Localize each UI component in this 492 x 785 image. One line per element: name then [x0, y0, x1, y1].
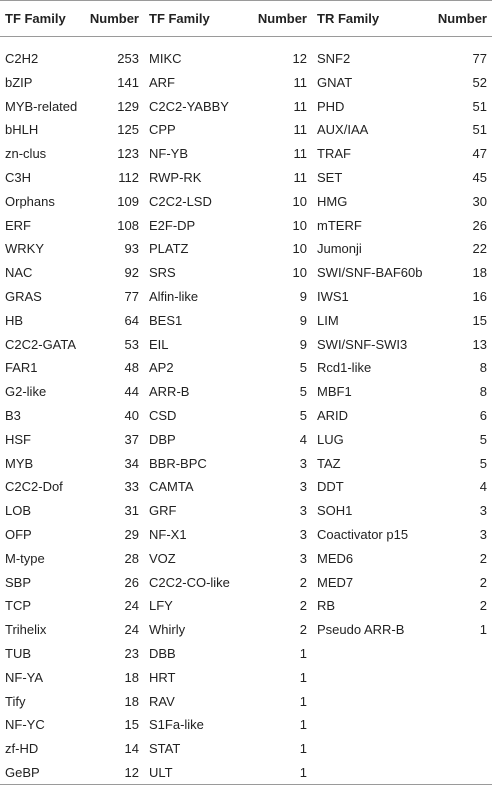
cell-number-2: 3	[299, 503, 307, 519]
table-row	[0, 618, 492, 642]
cell-tf-family-2: AP2	[149, 360, 174, 376]
cell-number-3: 2	[479, 574, 487, 590]
cell-number-2: 1	[299, 741, 307, 757]
cell-number-3: 5	[479, 455, 487, 471]
cell-number-2: 1	[299, 669, 307, 685]
cell-number-2: 3	[299, 550, 307, 566]
cell-number-2: 11	[293, 74, 307, 90]
cell-tf-family-1: Trihelix	[5, 622, 47, 638]
table-row	[0, 404, 492, 428]
cell-number-2: 2	[299, 598, 307, 614]
cell-number-3	[430, 689, 492, 713]
cell-tr-family	[312, 761, 430, 785]
cell-number-1: 253	[117, 51, 139, 67]
cell-number-2: 9	[299, 312, 307, 328]
cell-tf-family-2: ARR-B	[149, 384, 190, 400]
cell-number-3: 8	[479, 360, 487, 376]
cell-tf-family-1: WRKY	[5, 241, 44, 257]
table-row	[0, 737, 492, 761]
cell-number-1: 64	[124, 312, 139, 328]
cell-number-1: 112	[118, 170, 139, 186]
cell-number-3: 8	[479, 384, 487, 400]
col-header-tf-family-2: TF Family	[144, 1, 240, 37]
table-row	[0, 380, 492, 404]
cell-tf-family-2: RWP-RK	[149, 170, 202, 186]
cell-number-2: 3	[299, 527, 307, 543]
cell-tf-family-1: C2C2-Dof	[5, 479, 63, 495]
cell-number-2: 5	[299, 384, 307, 400]
cell-number-3: 13	[472, 336, 487, 352]
cell-number-3: 3	[479, 527, 487, 543]
cell-tf-family-2: DBP	[149, 431, 176, 447]
cell-number-1: 23	[124, 646, 139, 662]
col-header-tf-family-1: TF Family	[0, 1, 82, 37]
cell-tr-family: SOH1	[317, 503, 353, 519]
cell-tr-family: MED6	[317, 550, 354, 566]
cell-number-3: 2	[479, 598, 487, 614]
cell-tf-family-1: SBP	[5, 574, 32, 590]
cell-tf-family-2: C2C2-CO-like	[149, 574, 230, 590]
cell-tf-family-2: PLATZ	[149, 241, 189, 257]
cell-tr-family: AUX/IAA	[317, 122, 369, 138]
cell-tf-family-1: MYB-related	[5, 98, 78, 114]
cell-tr-family: ARID	[317, 408, 349, 424]
cell-number-3: 22	[472, 241, 487, 257]
cell-tr-family: Jumonji	[317, 241, 362, 257]
cell-tr-family	[312, 713, 430, 737]
cell-tf-family-2: CPP	[149, 122, 176, 138]
cell-tr-family: HMG	[317, 193, 348, 209]
cell-number-1: 29	[124, 527, 139, 543]
cell-number-3: 52	[472, 74, 487, 90]
table-row	[0, 499, 492, 523]
cell-number-2: 10	[292, 265, 307, 281]
cell-tf-family-2: S1Fa-like	[149, 717, 204, 733]
cell-number-3: 6	[479, 408, 487, 424]
cell-number-1: 14	[124, 741, 139, 757]
cell-number-1: 26	[124, 574, 139, 590]
table-row	[0, 118, 492, 142]
cell-tf-family-1: TCP	[5, 598, 31, 614]
cell-tf-family-2: LFY	[149, 598, 173, 614]
cell-number-2: 10	[292, 241, 307, 257]
cell-tf-family-2: GRF	[149, 503, 177, 519]
cell-tf-family-1: C3H	[5, 170, 32, 186]
cell-tf-family-2: SRS	[149, 265, 176, 281]
cell-number-1: 18	[124, 669, 139, 685]
table-row	[0, 308, 492, 332]
cell-number-2: 4	[299, 431, 307, 447]
cell-number-1: 125	[117, 122, 139, 138]
cell-number-2: 12	[292, 51, 307, 67]
table-row	[0, 213, 492, 237]
cell-number-1: 141	[117, 74, 139, 90]
cell-number-1: 129	[117, 98, 139, 114]
cell-tr-family: Pseudo ARR-B	[317, 622, 405, 638]
table-row	[0, 665, 492, 689]
cell-tr-family: MBF1	[317, 384, 352, 400]
cell-tf-family-1: MYB	[5, 455, 34, 471]
table-row	[0, 570, 492, 594]
cell-tf-family-1: ERF	[5, 217, 31, 233]
cell-tf-family-2: Whirly	[149, 622, 186, 638]
cell-number-3: 15	[472, 312, 487, 328]
cell-tr-family	[312, 689, 430, 713]
table-row	[0, 37, 492, 71]
cell-tf-family-1: C2H2	[5, 51, 39, 67]
cell-number-2: 11	[293, 98, 307, 114]
cell-number-3	[430, 665, 492, 689]
cell-number-1: 28	[124, 550, 139, 566]
cell-tf-family-1: G2-like	[5, 384, 47, 400]
cell-tf-family-1: zn-clus	[5, 146, 47, 162]
cell-number-1: 92	[124, 265, 139, 281]
cell-number-3: 26	[472, 217, 487, 233]
cell-tf-family-2: HRT	[149, 669, 176, 685]
cell-number-1: 40	[124, 408, 139, 424]
cell-tf-family-1: NF-YA	[5, 669, 44, 685]
table-row	[0, 285, 492, 309]
cell-tf-family-1: OFP	[5, 527, 32, 543]
col-header-number-2: Number	[240, 1, 312, 37]
cell-tr-family	[312, 665, 430, 689]
table-row	[0, 166, 492, 190]
cell-tf-family-1: B3	[5, 408, 21, 424]
table-row	[0, 427, 492, 451]
cell-tf-family-2: EIL	[149, 336, 169, 352]
cell-tr-family: SET	[317, 170, 343, 186]
cell-number-2: 5	[299, 408, 307, 424]
cell-number-1: 18	[124, 693, 139, 709]
table-row	[0, 71, 492, 95]
table-row	[0, 642, 492, 666]
cell-tf-family-1: Tify	[5, 693, 26, 709]
cell-tf-family-2: STAT	[149, 741, 181, 757]
cell-number-2: 11	[293, 170, 307, 186]
cell-number-2: 1	[299, 646, 307, 662]
cell-tr-family: RB	[317, 598, 336, 614]
cell-number-1: 109	[117, 193, 139, 209]
cell-number-3: 18	[472, 265, 487, 281]
cell-number-1: 34	[124, 455, 139, 471]
cell-number-1: 24	[124, 598, 139, 614]
cell-tf-family-1: HSF	[5, 431, 31, 447]
cell-number-1: 53	[124, 336, 139, 352]
cell-number-1: 24	[124, 622, 139, 638]
cell-tr-family: SNF2	[317, 51, 351, 67]
cell-tr-family: mTERF	[317, 217, 362, 233]
header-row	[0, 1, 492, 37]
cell-number-2: 1	[299, 717, 307, 733]
cell-number-2: 3	[299, 455, 307, 471]
cell-number-3: 16	[472, 289, 487, 305]
table-header	[0, 1, 492, 37]
cell-number-3: 45	[472, 170, 487, 186]
cell-tr-family	[312, 737, 430, 761]
cell-number-3	[430, 761, 492, 785]
cell-tf-family-1: NAC	[5, 265, 33, 281]
cell-number-1: 12	[82, 761, 144, 785]
cell-tf-family-2: NF-YB	[149, 146, 188, 162]
table-row	[0, 523, 492, 547]
cell-tf-family-2: CAMTA	[149, 479, 194, 495]
cell-tf-family-2: ARF	[149, 74, 175, 90]
cell-tf-family-1: LOB	[5, 503, 32, 519]
cell-number-3: 30	[472, 193, 487, 209]
table-row	[0, 451, 492, 475]
cell-number-2: 1	[240, 761, 312, 785]
cell-tr-family: PHD	[317, 98, 345, 114]
table-row	[0, 332, 492, 356]
cell-number-1: 123	[117, 146, 139, 162]
cell-number-3: 2	[479, 550, 487, 566]
cell-number-3	[430, 713, 492, 737]
cell-tf-family-2: NF-X1	[149, 527, 187, 543]
table-row	[0, 237, 492, 261]
cell-number-2: 5	[299, 360, 307, 376]
table-row	[0, 713, 492, 737]
table-row	[0, 142, 492, 166]
cell-tf-family-2: VOZ	[149, 550, 176, 566]
cell-tr-family: Coactivator p15	[317, 527, 409, 543]
cell-tf-family-1: bZIP	[5, 74, 33, 90]
cell-tf-family-1: HB	[5, 312, 24, 328]
table-row	[0, 189, 492, 213]
cell-tr-family: DDT	[317, 479, 344, 495]
cell-tr-family: GNAT	[317, 74, 353, 90]
cell-tf-family-1: Orphans	[5, 193, 55, 209]
cell-tf-family-2: BES1	[149, 312, 183, 328]
cell-tr-family: LUG	[317, 431, 344, 447]
cell-tf-family-1: GRAS	[5, 289, 42, 305]
table-row	[0, 689, 492, 713]
cell-number-3: 51	[472, 122, 487, 138]
cell-number-1: 33	[124, 479, 139, 495]
cell-tr-family: TRAF	[317, 146, 351, 162]
cell-number-3	[430, 642, 492, 666]
cell-number-2: 1	[299, 693, 307, 709]
cell-number-3: 4	[479, 479, 487, 495]
table-row	[0, 94, 492, 118]
cell-number-3: 5	[479, 431, 487, 447]
cell-number-1: 44	[124, 384, 139, 400]
cell-number-2: 3	[299, 479, 307, 495]
table-row	[0, 594, 492, 618]
cell-number-2: 10	[292, 193, 307, 209]
cell-tf-family-1: GeBP	[0, 761, 82, 785]
cell-tf-family-2: C2C2-LSD	[149, 193, 212, 209]
cell-number-1: 31	[124, 503, 139, 519]
cell-tf-family-1: FAR1	[5, 360, 38, 376]
cell-tr-family: MED7	[317, 574, 354, 590]
cell-number-1: 48	[124, 360, 139, 376]
cell-tf-family-2: BBR-BPC	[149, 455, 207, 471]
cell-tf-family-2: ULT	[144, 761, 240, 785]
cell-tr-family: SWI/SNF-BAF60b	[317, 265, 423, 281]
col-header-number-3: Number	[430, 1, 492, 37]
col-header-tr-family: TR Family	[312, 1, 430, 37]
cell-tf-family-1: M-type	[5, 550, 45, 566]
cell-tf-family-2: C2C2-YABBY	[149, 98, 229, 114]
cell-number-3	[430, 737, 492, 761]
cell-tf-family-2: MIKC	[149, 51, 182, 67]
cell-tf-family-2: E2F-DP	[149, 217, 196, 233]
cell-tr-family	[312, 642, 430, 666]
cell-tf-family-2: CSD	[149, 408, 177, 424]
cell-tf-family-2: Alfin-like	[149, 289, 199, 305]
table-body	[0, 37, 492, 785]
cell-tf-family-2: DBB	[149, 646, 176, 662]
cell-number-2: 11	[293, 146, 307, 162]
cell-number-2: 2	[299, 622, 307, 638]
cell-number-1: 37	[124, 431, 139, 447]
cell-tr-family: SWI/SNF-SWI3	[317, 336, 408, 352]
table-row	[0, 475, 492, 499]
cell-tf-family-1: bHLH	[5, 122, 39, 138]
table-row	[0, 761, 492, 785]
cell-number-3: 47	[472, 146, 487, 162]
cell-number-1: 15	[124, 717, 139, 733]
cell-tr-family: Rcd1-like	[317, 360, 372, 376]
table-row	[0, 261, 492, 285]
cell-number-3: 3	[479, 503, 487, 519]
cell-tf-family-1: TUB	[5, 646, 31, 662]
cell-number-3: 51	[472, 98, 487, 114]
cell-number-1: 93	[124, 241, 139, 257]
cell-tf-family-1: C2C2-GATA	[5, 336, 77, 352]
cell-tr-family: IWS1	[317, 289, 349, 305]
cell-number-2: 10	[292, 217, 307, 233]
table-row	[0, 356, 492, 380]
table-row	[0, 546, 492, 570]
cell-number-3: 1	[479, 622, 487, 638]
cell-tr-family: LIM	[317, 312, 339, 328]
cell-number-1: 108	[117, 217, 139, 233]
cell-number-3: 77	[472, 51, 487, 67]
cell-tr-family: TAZ	[317, 455, 341, 471]
cell-number-2: 2	[299, 574, 307, 590]
cell-tf-family-1: zf-HD	[5, 741, 39, 757]
cell-number-1: 77	[124, 289, 139, 305]
col-header-number-1: Number	[82, 1, 144, 37]
cell-tf-family-2: RAV	[149, 693, 175, 709]
cell-number-2: 11	[293, 122, 307, 138]
cell-number-2: 9	[299, 336, 307, 352]
cell-number-2: 9	[299, 289, 307, 305]
cell-tf-family-1: NF-YC	[5, 717, 45, 733]
